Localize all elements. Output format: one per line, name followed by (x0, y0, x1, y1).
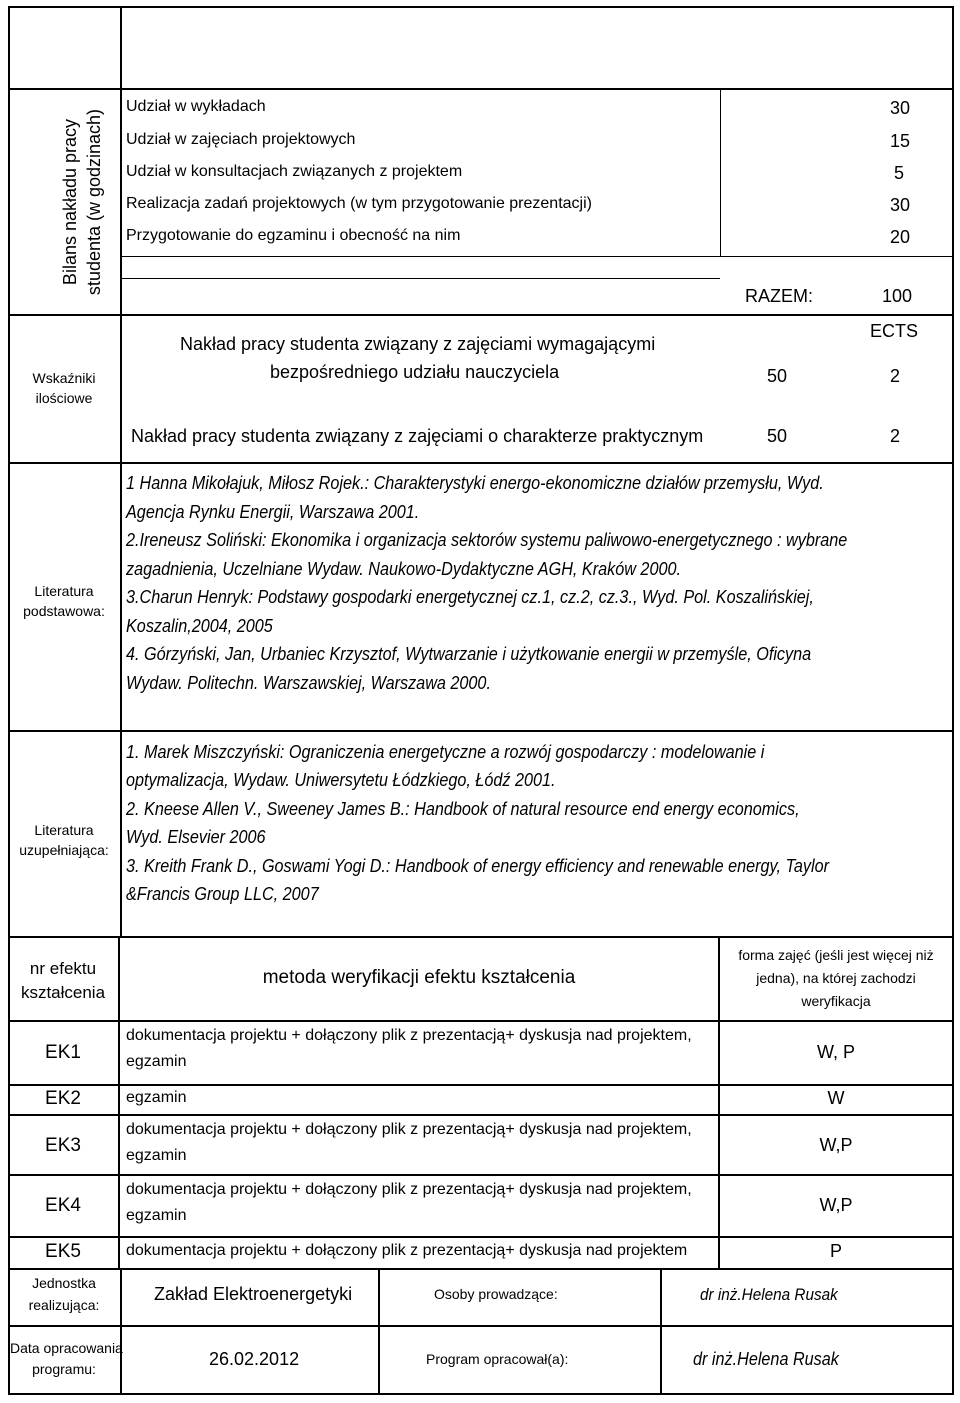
effect-id: EK2 (45, 1088, 81, 1109)
verif-header-bottom (8, 1020, 954, 1022)
literature-basic-side-label-1: Literatura (34, 583, 94, 599)
indicator-row2-ects: 2 (890, 426, 901, 446)
indicators-side-label-1: Wskaźniki (32, 370, 96, 386)
unit-label-2: realizująca: (28, 1297, 100, 1313)
verif-row1-bottom (8, 1084, 954, 1086)
date-label-2: programu: (32, 1361, 96, 1377)
workload-empty-row-divider (120, 256, 952, 257)
effect-form: W,P (819, 1135, 853, 1155)
effect-id: EK4 (45, 1195, 81, 1216)
effect-method: dokumentacja projektu + dołączony plik z prezentacją+ dyskusja nad projektem, (126, 1181, 692, 1198)
divider-verification-top (8, 936, 954, 938)
effect-method: egzamin (126, 1089, 187, 1106)
effect-form: W,P (819, 1195, 853, 1215)
list-item: 2. Kneese Allen V., Sweeney James B.: Handbook of natural resource end energy economics, (126, 799, 800, 819)
workload-total-divider (120, 278, 720, 279)
list-item: 1. Marek Miszczyński: Ograniczenia energetyczne a rozwój gospodarczy : modelowanie i (126, 742, 765, 762)
effect-method: dokumentacja projektu + dołączony plik z prezentacją+ dyskusja nad projektem, (126, 1121, 692, 1138)
effect-method: egzamin (126, 1207, 187, 1224)
indicators-side-label-2: ilościowe (35, 390, 93, 406)
list-item: 2.Ireneusz Soliński: Ekonomika i organizacja sektorów systemu paliwowo-energetycznego : wybrane (126, 530, 848, 550)
list-item: 1 Hanna Mikołajuk, Miłosz Rojek.: Charakterystyki energo-ekonomiczne działów przemysłu, Wyd. (126, 473, 824, 493)
list-item: 4. Górzyński, Jan, Urbaniec Krzysztof, Wytwarzanie i użytkowanie energii w przemyśle, Oficyna (126, 644, 812, 664)
literature-extra-side-label-1: Literatura (34, 822, 94, 838)
workload-row-label: Przygotowanie do egzaminu i obecność na nim (126, 227, 461, 244)
workload-value-divider (720, 88, 721, 256)
footer-divider (8, 1325, 954, 1327)
verif-col3-header-1: forma zajęć (jeśli jest więcej niż (738, 947, 934, 963)
workload-row-label: Udział w konsultacjach związanych z projektem (126, 163, 463, 180)
author-value: dr inż.Helena Rusak (693, 1349, 839, 1369)
divider-literature-basic-top (8, 462, 954, 464)
effect-form: W, P (816, 1042, 855, 1062)
workload-row-label: Udział w wykładach (126, 98, 266, 115)
verif-row2-bottom (8, 1114, 954, 1116)
unit-label-1: Jednostka (32, 1275, 96, 1291)
workload-row-value: 30 (889, 195, 910, 215)
workload-total-value: 100 (881, 286, 912, 306)
divider-indicators-top (8, 314, 954, 316)
workload-row-value: 20 (889, 227, 910, 247)
verif-col1-header-1: nr efektu (29, 959, 97, 978)
effect-id: EK5 (45, 1241, 81, 1262)
table-border-bottom (8, 1393, 954, 1395)
workload-row-value: 30 (889, 98, 910, 118)
ects-header: ECTS (870, 321, 919, 341)
author-label: Program opracował(a): (426, 1351, 569, 1367)
indicator-row2-hours: 50 (767, 426, 788, 446)
list-item: Koszalin,2004, 2005 (126, 616, 273, 636)
workload-row-label: Udział w zajęciach projektowych (126, 131, 356, 148)
divider-literature-extra-top (8, 730, 954, 732)
effect-id: EK1 (45, 1042, 81, 1063)
table-border-top (8, 6, 954, 8)
workload-row-label: Realizacja zadań projektowych (w tym przygotowanie prezentacji) (126, 195, 592, 212)
effect-form: P (829, 1241, 842, 1261)
list-item: &Francis Group LLC, 2007 (126, 884, 319, 904)
workload-total-label: RAZEM: (745, 286, 814, 306)
teachers-label: Osoby prowadzące: (434, 1286, 558, 1302)
label-column-divider (120, 6, 122, 936)
workload-side-label-1: Bilans nakładu pracy (60, 118, 80, 286)
list-item: 3.Charun Henryk: Podstawy gospodarki energetycznej cz.1, cz.2, cz.3., Wyd. Pol. Koszalińskiej, (126, 587, 814, 607)
verif-row3-bottom (8, 1174, 954, 1176)
list-item: zagadnienia, Uczelniane Wydaw. Naukowo-Dydaktyczne AGH, Kraków 2000. (126, 559, 681, 579)
literature-basic-side-label-2: podstawowa: (23, 603, 105, 619)
indicator-row1-label-line1: Nakład pracy studenta związany z zajęciami wymagającymi (180, 334, 656, 354)
list-item: Wydaw. Politechn. Warszawskiej, Warszawa 2000. (126, 673, 491, 693)
workload-side-label-2: studenta (w godzinach) (84, 108, 104, 296)
effect-method: dokumentacja projektu + dołączony plik z prezentacją+ dyskusja nad projektem (126, 1242, 688, 1259)
verif-col3-header-2: jedna), na której zachodzi (756, 970, 916, 986)
teachers-value: dr inż.Helena Rusak (700, 1285, 838, 1304)
effect-method: egzamin (126, 1053, 187, 1070)
footer-mid-divider (378, 1268, 380, 1393)
verif-col2-header: metoda weryfikacji efektu kształcenia (262, 967, 576, 988)
literature-extra-side-label-2: uzupełniająca: (19, 842, 109, 858)
verif-row5-bottom (8, 1268, 954, 1270)
indicator-row2-label: Nakład pracy studenta związany z zajęciami o charakterze praktycznym (131, 426, 704, 446)
footer-value-divider (660, 1268, 662, 1393)
effect-id: EK3 (45, 1135, 81, 1156)
divider-workload-top (8, 88, 954, 90)
workload-row-value: 5 (893, 163, 904, 183)
indicator-row1-ects: 2 (890, 366, 901, 386)
verif-col3-header-3: weryfikacja (801, 993, 871, 1009)
list-item: Agencja Rynku Energii, Warszawa 2001. (126, 502, 420, 522)
effect-method: egzamin (126, 1147, 187, 1164)
effect-method: dokumentacja projektu + dołączony plik z prezentacją+ dyskusja nad projektem, (126, 1027, 692, 1044)
date-label-1: Data opracowania (10, 1340, 123, 1356)
unit-value: Zakład Elektroenergetyki (154, 1284, 353, 1304)
table-border-left (8, 6, 10, 1393)
list-item: 3. Kreith Frank D., Goswami Yogi D.: Handbook of energy efficiency and renewable energy, Taylor (126, 856, 829, 876)
footer-label-divider (120, 1268, 122, 1393)
indicator-row1-label-line2: bezpośredniego udziału nauczyciela (270, 362, 560, 382)
list-item: optymalizacja, Wydaw. Uniwersytetu Łódzkiego, Łódź 2001. (126, 770, 556, 790)
effect-form: W (827, 1088, 845, 1108)
indicator-row1-hours: 50 (767, 366, 788, 386)
date-value: 26.02.2012 (209, 1349, 300, 1369)
workload-row-value: 15 (889, 131, 910, 151)
list-item: Wyd. Elsevier 2006 (126, 827, 266, 847)
verif-row4-bottom (8, 1236, 954, 1238)
table-border-right (952, 6, 954, 1393)
verif-col1-header-2: kształcenia (20, 983, 106, 1002)
